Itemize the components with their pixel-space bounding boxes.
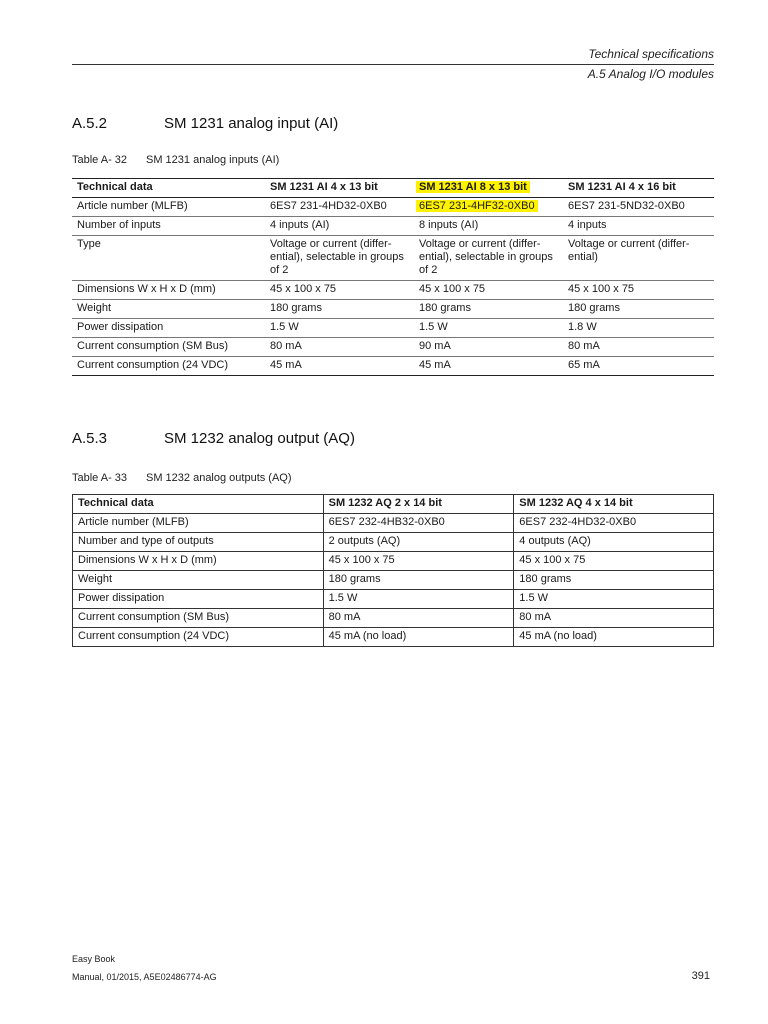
sm1232-table xyxy=(72,494,714,647)
section-title: SM 1231 analog input (AI) xyxy=(164,115,339,132)
header-cell: SM 1231 AI 4 x 13 bit xyxy=(265,179,414,198)
table-cell: 45 mA (no load) xyxy=(323,628,514,647)
table-cell: 1.5 W xyxy=(414,319,563,338)
table-cell: 45 x 100 x 75 xyxy=(514,552,714,571)
table-cell: 180 grams xyxy=(265,300,414,319)
running-head-chapter: Technical specifications xyxy=(588,47,714,61)
table-row xyxy=(73,628,714,647)
table-cell: Article number (MLFB) xyxy=(73,514,324,533)
table-row xyxy=(72,281,714,300)
table-row xyxy=(72,217,714,236)
table-cell: 65 mA xyxy=(568,359,600,371)
table-cell: 1.8 W xyxy=(563,319,714,338)
caption-text: SM 1231 analog inputs (AI) xyxy=(146,154,280,166)
table-cell: Power dissipation xyxy=(73,590,324,609)
table-row xyxy=(72,236,714,281)
table-cell: 1.5 W xyxy=(514,590,714,609)
table-cell: Weight xyxy=(73,571,324,590)
table-row xyxy=(73,609,714,628)
table-cell-highlighted xyxy=(414,198,563,217)
sm1231-table xyxy=(72,178,714,376)
table-row xyxy=(73,514,714,533)
section-heading-a52 xyxy=(72,115,338,132)
table-cell: Voltage or current (differ-ential), selectable in groups of 2 xyxy=(414,236,563,281)
section-heading-a53 xyxy=(72,430,355,447)
table-cell: 4 inputs (AI) xyxy=(265,217,414,236)
header-cell: SM 1231 AI 4 x 16 bit xyxy=(563,179,714,198)
table-cell: 180 grams xyxy=(514,571,714,590)
table-cell: 4 inputs xyxy=(563,217,714,236)
table-cell: Type xyxy=(72,236,265,281)
table-row xyxy=(72,319,714,338)
table-cell: Voltage or current (differ-ential) xyxy=(563,236,714,281)
table-row xyxy=(72,300,714,319)
section-title: SM 1232 analog output (AQ) xyxy=(164,430,355,447)
table-cell: 45 x 100 x 75 xyxy=(563,281,714,300)
table-cell: 45 x 100 x 75 xyxy=(265,281,414,300)
table-row xyxy=(73,552,714,571)
table-cell: Weight xyxy=(72,300,265,319)
header-rule xyxy=(72,64,714,65)
page-number: 391 xyxy=(691,970,710,982)
table-cell: 45 x 100 x 75 xyxy=(414,281,563,300)
section-number: A.5.2 xyxy=(72,115,108,132)
footer-edition: Manual, 01/2015, A5E02486774-AG xyxy=(72,972,217,982)
table-cell: 4 outputs (AQ) xyxy=(514,533,714,552)
table-cell: 45 mA xyxy=(270,359,302,371)
caption-text: SM 1232 analog outputs (AQ) xyxy=(146,472,292,484)
running-head-section: A.5 Analog I/O modules xyxy=(587,67,714,81)
header-cell: SM 1232 AQ 4 x 14 bit xyxy=(514,495,714,514)
table-cell: Number and type of outputs xyxy=(73,533,324,552)
table-cell: 180 grams xyxy=(563,300,714,319)
table-cell: 6ES7 232-4HB32-0XB0 xyxy=(323,514,514,533)
header-cell: SM 1232 AQ 2 x 14 bit xyxy=(323,495,514,514)
table-row xyxy=(73,533,714,552)
table-cell: 6ES7 232-4HD32-0XB0 xyxy=(514,514,714,533)
table-cell: Number of inputs xyxy=(72,217,265,236)
table-caption-a33 xyxy=(72,472,292,484)
section-number: A.5.3 xyxy=(72,430,108,447)
table-row xyxy=(72,198,714,217)
caption-label: Table A- 32 xyxy=(72,154,128,166)
highlighted-text: SM 1231 AI 8 x 13 bit xyxy=(416,181,530,193)
table-cell: Current consumption (SM Bus) xyxy=(72,338,265,357)
table-row xyxy=(72,338,714,357)
table-header-row xyxy=(73,495,714,514)
table-cell: 2 outputs (AQ) xyxy=(323,533,514,552)
table-cell: 6ES7 231-4HD32-0XB0 xyxy=(265,198,414,217)
table-cell: 90 mA xyxy=(414,338,563,357)
caption-label: Table A- 33 xyxy=(72,472,128,484)
table-row xyxy=(72,357,714,376)
table-cell: 80 mA xyxy=(563,338,714,357)
table-cell: 8 inputs (AI) xyxy=(414,217,563,236)
header-cell: Technical data xyxy=(72,179,265,198)
table-cell: Current consumption (SM Bus) xyxy=(73,609,324,628)
highlighted-text: 6ES7 231-4HF32-0XB0 xyxy=(416,200,538,212)
table-cell: 80 mA xyxy=(323,609,514,628)
table-cell: 180 grams xyxy=(323,571,514,590)
table-cell: Dimensions W x H x D (mm) xyxy=(73,552,324,571)
table-cell: Article number (MLFB) xyxy=(72,198,265,217)
table-cell: 80 mA xyxy=(265,338,414,357)
table-cell: 1.5 W xyxy=(323,590,514,609)
table-cell: 1.5 W xyxy=(265,319,414,338)
table-cell: 45 mA (no load) xyxy=(514,628,714,647)
table-cell: 45 x 100 x 75 xyxy=(323,552,514,571)
table-cell: 45 mA xyxy=(419,359,451,371)
table-row xyxy=(73,590,714,609)
table-cell: Voltage or current (differ-ential), selectable in groups of 2 xyxy=(265,236,414,281)
table-caption-a32 xyxy=(72,154,279,166)
header-cell-highlighted xyxy=(414,179,563,198)
table-row xyxy=(73,571,714,590)
table-cell: Power dissipation xyxy=(72,319,265,338)
header-cell: Technical data xyxy=(73,495,324,514)
table-cell: 6ES7 231-5ND32-0XB0 xyxy=(563,198,714,217)
table-header-row xyxy=(72,179,714,198)
table-cell: Dimensions W x H x D (mm) xyxy=(72,281,265,300)
table-cell: 180 grams xyxy=(414,300,563,319)
footer-title: Easy Book xyxy=(72,954,116,964)
table-cell: 80 mA xyxy=(514,609,714,628)
table-cell: Current consumption (24 VDC) xyxy=(73,628,324,647)
table-cell: Current consumption (24 VDC) xyxy=(77,359,229,371)
